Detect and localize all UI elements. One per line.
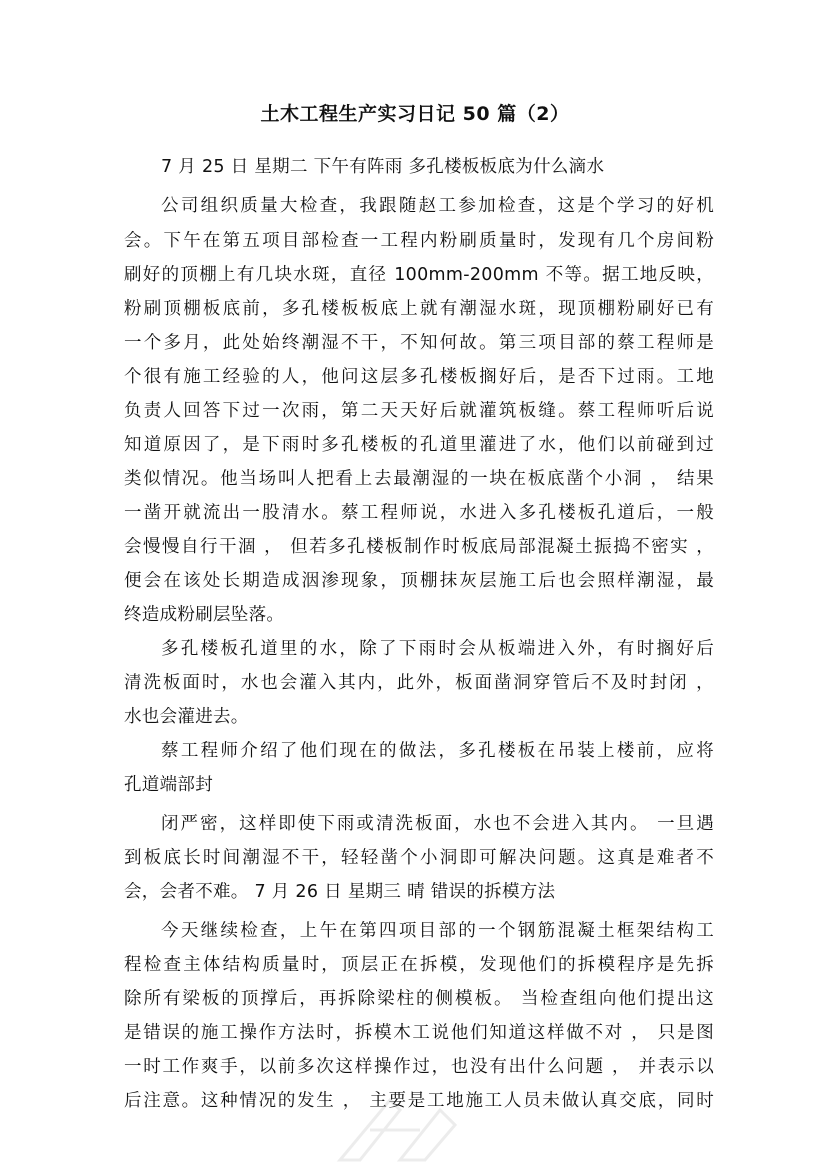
text-line: 知道原因了，是下雨时多孔楼板的孔道里灌进了水，他们以前碰到过 <box>124 435 714 455</box>
text-line: 类似情况。他当场叫人把看上去最潮湿的一块在板底凿个小洞 ， 结果 <box>124 469 714 489</box>
text-line: 除所有梁板的顶撑后，再拆除梁柱的侧模板。 当检查组向他们提出这 <box>124 989 714 1009</box>
text-line: 负责人回答下过一次雨，第二天天好后就灌筑板缝。蔡工程师听后说 <box>124 401 714 421</box>
text-line: 一时工作爽手，以前多次这样操作过，也没有出什么问题 ， 并表示以 <box>124 1057 714 1077</box>
text-line: 闭严密，这样即使下雨或清洗板面，水也不会进入其内。 一旦遇 <box>161 814 714 834</box>
text-line: 公司组织质量大检查，我跟随赵工参加检查，这是个学习的好机 <box>161 196 714 216</box>
text-line: 会。下午在第五项目部检查一工程内粉刷质量时，发现有几个房间粉 <box>124 231 714 251</box>
text-line: 今天继续检查，上午在第四项目部的一个钢筋混凝土框架结构工 <box>161 921 714 941</box>
text-line: 一个多月，此处始终潮湿不干，不知何故。第三项目部的蔡工程师是 <box>124 333 714 353</box>
text-line: 是错误的施工操作方法时，拆模木工说他们知道这样做不对 ， 只是图 <box>124 1023 714 1043</box>
text-line: 个很有施工经验的人，他问这层多孔楼板搁好后，是否下过雨。工地 <box>124 367 714 387</box>
text-line: 一凿开就流出一股清水。蔡工程师说，水进入多孔楼板孔道后，一般 <box>124 503 714 523</box>
text-line: 清洗板面时，水也会灌入其内，此外，板面凿洞穿管后不及时封闭 ， <box>124 673 714 693</box>
text-line: 会，会者不难。 7 月 26 日 星期三 晴 错误的拆模方法 <box>124 882 556 902</box>
text-line: 终造成粉刷层坠落。 <box>124 605 285 625</box>
text-line: 7 月 25 日 星期二 下午有阵雨 多孔楼板板底为什么滴水 <box>161 157 605 177</box>
text-line: 会慢慢自行干涸 ， 但若多孔楼板制作时板底局部混凝土振捣不密实 ， <box>124 537 714 557</box>
text-line: 蔡工程师介绍了他们现在的做法，多孔楼板在吊装上楼前，应将 <box>161 741 714 761</box>
text-line: 粉刷顶棚板底前，多孔楼板板底上就有潮湿水斑，现顶棚粉刷好已有 <box>124 299 714 319</box>
watermark-graphic <box>330 1080 480 1170</box>
text-line: 多孔楼板孔道里的水，除了下雨时会从板端进入外，有时搁好后 <box>161 639 714 659</box>
text-line: 便会在该处长期造成洇渗现象，顶棚抹灰层施工后也会照样潮湿，最 <box>124 571 714 591</box>
text-line: 后注意。这种情况的发生 ， 主要是工地施工人员未做认真交底，同时 <box>124 1091 714 1111</box>
text-line: 水也会灌进去。 <box>124 707 249 727</box>
text-line: 刷好的顶棚上有几块水斑，直径 100mm-200mm 不等。据工地反映， <box>124 265 714 285</box>
text-line: 到板底长时间潮湿不干，轻轻凿个小洞即可解决问题。这真是难者不 <box>124 848 714 868</box>
document-title: 土木工程生产实习日记 50 篇（2） <box>260 103 570 125</box>
text-line: 孔道端部封 <box>124 775 213 795</box>
text-line: 程检查主体结构质量时，顶层正在拆模，发现他们的拆模程序是先拆 <box>124 955 714 975</box>
